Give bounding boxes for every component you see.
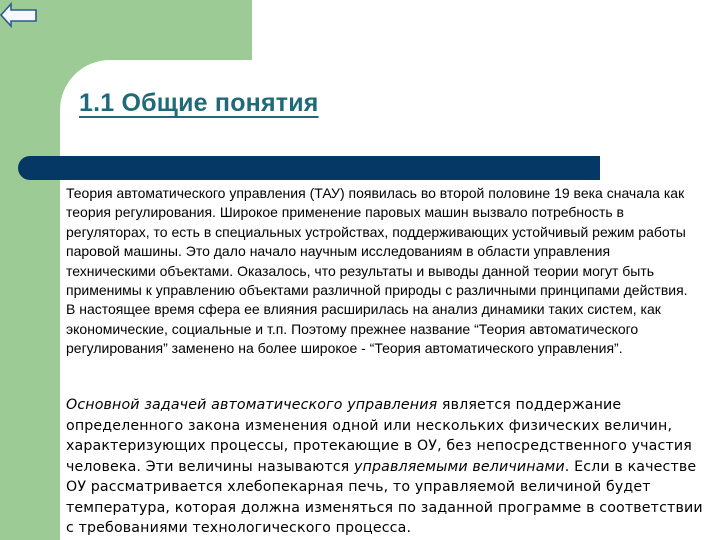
main-task-paragraph — [66, 395, 706, 539]
title-divider-bar — [18, 156, 600, 180]
paragraph-text-b: . Если в качестве ОУ рассматривается хлебопекарная печь, то управляемой величиной будет температура, которая должна изменяться по заданной программе в соответствии с требованиями технологического процесса. — [66, 458, 703, 536]
italic-term-text: управляемыми величинами — [354, 458, 565, 475]
italic-lead-text: Основной задачей автоматического управления — [66, 397, 438, 413]
paragraph-text-a: является поддержание определенного закона изменения одной или нескольких физических величин, характеризующих процессы, протекающие в ОУ, без непосредственного участия человека. Эти величины называются — [66, 397, 692, 475]
intro-paragraph: Теория автоматического управления (ТАУ) появилась во второй половине 19 века сначала как теория регулирования. Широкое применение паровых машин вызвало потребность в регуляторах, то есть в специальных устройствах, поддерживающих устойчивый режим работы паровой машины. Это дало начало научным исследованиям в области управления техническими объектами. Оказалось, что результаты и выводы данной теории могут быть применимы к управлению объектами различной природы с различными принципами действия. В настоящее время сфера ее влияния расширилась на анализ динамики таких систем, как экономические, социальные и т.п. Поэтому прежнее название “Теория автоматического регулирования” заменено на более широкое - “Теория автоматического управления”. — [66, 185, 688, 357]
slide-title: 1.1 Общие понятия — [79, 89, 319, 117]
back-arrow-icon[interactable] — [0, 0, 40, 30]
